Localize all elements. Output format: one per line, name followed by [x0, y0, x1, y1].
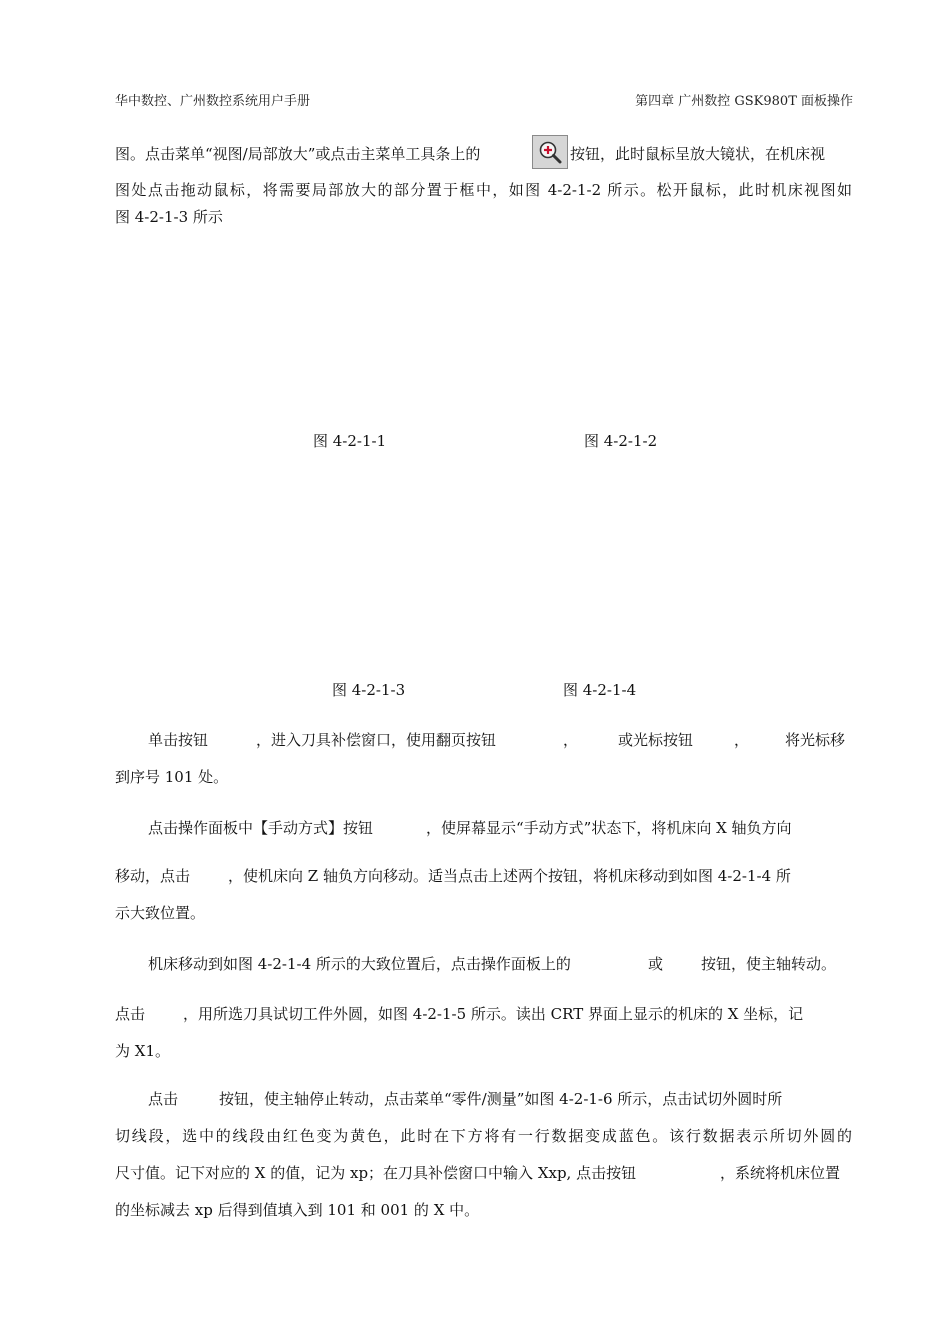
para2-text-a: 单击按钮	[148, 731, 209, 749]
para4-line3: 为 X1。	[115, 1042, 170, 1060]
para3-text-a: 点击操作面板中【手动方式】按钮	[148, 819, 374, 837]
para3-text-d: ，使机床向 Z 轴负方向移动。适当点击上述两个按钮，将机床移动到如图 4-2-1-4 所	[228, 867, 791, 885]
header-left: 华中数控、广州数控系统用户手册	[115, 94, 311, 109]
para2-text-d: 或光标按钮	[618, 731, 694, 749]
para4-text-e: ，用所选刀具试切工件外圆，如图 4-2-1-5 所示。读出 CRT 界面上显示的机床的 X 坐标，记	[183, 1005, 804, 1023]
para5-line4: 的坐标减去 xp 后得到值填入到 101 和 001 的 X 中。	[115, 1201, 480, 1219]
figure-caption-3: 图 4-2-1-3	[332, 681, 406, 699]
para5-text-b: 按钮，使主轴停止转动，点击菜单“零件/测量”如图 4-2-1-6 所示，点击试切外圆时所	[219, 1090, 783, 1108]
para5-line3-a: 尺寸值。记下对应的 X 的值，记为 xp；在刀具补偿窗口中输入 Xxp, 点击按钮	[115, 1164, 637, 1182]
para1-line2: 图处点击拖动鼠标，将需要局部放大的部分置于框中，如图 4-2-1-2 所示。松开鼠标，此时机床视图如	[115, 181, 852, 199]
para2-text-e: ，	[734, 731, 750, 749]
para4-text-c: 按钮，使主轴转动。	[701, 955, 837, 973]
para3-text-b: ，使屏幕显示“手动方式”状态下，将机床向 X 轴负方向	[426, 819, 792, 837]
para5-line2: 切线段，选中的线段由红色变为黄色，此时在下方将有一行数据变成蓝色。该行数据表示所切外圆的	[115, 1127, 852, 1145]
para2-line2: 到序号 101 处。	[115, 768, 229, 786]
para4-text-d: 点击	[115, 1005, 146, 1023]
figure-caption-2: 图 4-2-1-2	[584, 432, 658, 450]
para1-line1-a: 图。点击菜单“视图/局部放大”或点击主菜单工具条上的	[115, 145, 481, 163]
figure-caption-1: 图 4-2-1-1	[313, 432, 387, 450]
para2-text-f: 将光标移	[785, 731, 846, 749]
zoom-button[interactable]	[532, 135, 568, 169]
para3-line3: 示大致位置。	[115, 904, 206, 922]
para5-text-a: 点击	[148, 1090, 179, 1108]
para2-text-b: ，进入刀具补偿窗口，使用翻页按钮	[256, 731, 497, 749]
para2-text-c: ，	[563, 731, 579, 749]
figure-caption-4: 图 4-2-1-4	[563, 681, 637, 699]
para5-line3-b: ，系统将机床位置	[720, 1164, 841, 1182]
header-right: 第四章 广州数控 GSK980T 面板操作	[635, 94, 853, 109]
para4-text-b: 或	[648, 955, 664, 973]
para1-line1-b: 按钮，此时鼠标呈放大镜状，在机床视	[570, 145, 826, 163]
para3-text-c: 移动，点击	[115, 867, 191, 885]
para4-text-a: 机床移动到如图 4-2-1-4 所示的大致位置后，点击操作面板上的	[148, 955, 571, 973]
zoom-in-icon	[537, 139, 563, 165]
para1-line3: 图 4-2-1-3 所示	[115, 208, 223, 226]
